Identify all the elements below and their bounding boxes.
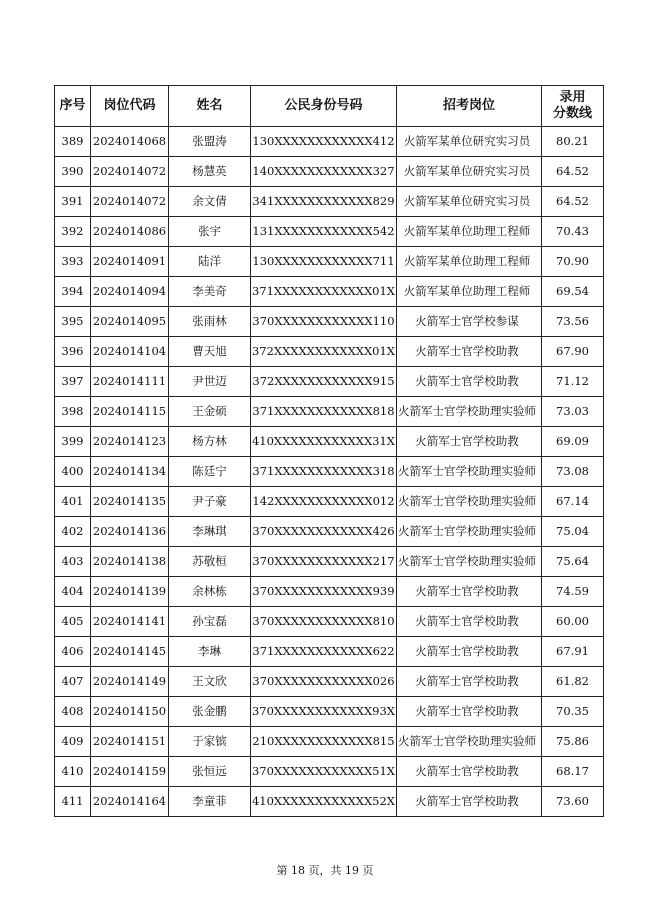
cell-post [397,397,542,427]
post-label: 火箭军士官学校助教 [415,374,519,388]
table-row [55,427,604,457]
header-score-line2: 分数线 [552,106,592,121]
table-row [55,307,604,337]
header-post: 招考岗位 [397,86,542,127]
cell-position-code: 2024014068 [91,127,169,157]
table-row [55,217,604,247]
post-label: 火箭军某单位助理工程师 [403,254,531,268]
cell-name: 张金鹏 [169,697,251,727]
post-label: 火箭军士官学校助教 [415,794,519,808]
cell-name: 张恒远 [169,757,251,787]
cell-score: 74.59 [542,577,604,607]
cell-post [397,607,542,637]
cell-score: 75.86 [542,727,604,757]
cell-id-number: 130XXXXXXXXXXXX412 [251,127,397,157]
cell-seq: 411 [55,787,91,817]
post-label: 火箭军某单位助理工程师 [403,284,531,298]
cell-name: 余文倩 [169,187,251,217]
cell-post [397,727,542,757]
table-row [55,187,604,217]
cell-seq: 399 [55,427,91,457]
cell-id-number: 410XXXXXXXXXXXX31X [251,427,397,457]
header-position-code: 岗位代码 [91,86,169,127]
table-row [55,367,604,397]
cell-seq: 409 [55,727,91,757]
cell-position-code: 2024014138 [91,547,169,577]
cell-post [397,667,542,697]
cell-position-code: 2024014104 [91,337,169,367]
cell-name: 陆洋 [169,247,251,277]
cell-position-code: 2024014091 [91,247,169,277]
post-label: 火箭军士官学校助教 [415,764,519,778]
cell-id-number: 410XXXXXXXXXXXX52X [251,787,397,817]
cell-score: 70.90 [542,247,604,277]
cell-position-code: 2024014159 [91,757,169,787]
cell-position-code: 2024014072 [91,187,169,217]
table-row [55,517,604,547]
cell-name: 杨慧英 [169,157,251,187]
cell-score: 70.43 [542,217,604,247]
cell-name: 张雨林 [169,307,251,337]
post-label: 火箭军士官学校助教 [415,434,519,448]
cell-id-number: 370XXXXXXXXXXXX939 [251,577,397,607]
cell-score: 64.52 [542,187,604,217]
cell-position-code: 2024014139 [91,577,169,607]
cell-score: 67.14 [542,487,604,517]
cell-name: 王文欣 [169,667,251,697]
post-label: 火箭军士官学校助教 [415,644,519,658]
cell-score: 73.60 [542,787,604,817]
cell-post [397,187,542,217]
cell-id-number: 370XXXXXXXXXXXX810 [251,607,397,637]
post-label: 火箭军士官学校助教 [415,704,519,718]
table-row [55,667,604,697]
table-row [55,127,604,157]
cell-id-number: 341XXXXXXXXXXXX829 [251,187,397,217]
cell-seq: 395 [55,307,91,337]
table-row [55,607,604,637]
post-label: 火箭军某单位助理工程师 [403,224,531,238]
cell-post [397,427,542,457]
post-label: 火箭军士官学校助教 [415,614,519,628]
cell-position-code: 2024014072 [91,157,169,187]
cell-position-code: 2024014151 [91,727,169,757]
post-label: 火箭军士官学校助理实验师 [398,734,536,748]
cell-score: 70.35 [542,697,604,727]
table-row [55,337,604,367]
cell-id-number: 372XXXXXXXXXXXX01X [251,337,397,367]
cell-score: 67.90 [542,337,604,367]
cell-score: 73.08 [542,457,604,487]
cell-seq: 390 [55,157,91,187]
cell-post [397,577,542,607]
post-label: 火箭军某单位研究实习员 [403,134,531,148]
table-row [55,787,604,817]
cell-post [397,337,542,367]
cell-post [397,247,542,277]
cell-id-number: 371XXXXXXXXXXXX622 [251,637,397,667]
cell-post [397,487,542,517]
cell-post [397,367,542,397]
post-label: 火箭军士官学校助教 [415,344,519,358]
cell-name: 余林栋 [169,577,251,607]
table-row [55,277,604,307]
cell-position-code: 2024014149 [91,667,169,697]
cell-seq: 391 [55,187,91,217]
post-label: 火箭军士官学校助理实验师 [398,524,536,538]
cell-id-number: 370XXXXXXXXXXXX426 [251,517,397,547]
results-table [54,85,604,817]
cell-id-number: 210XXXXXXXXXXXX815 [251,727,397,757]
cell-position-code: 2024014086 [91,217,169,247]
table-row [55,457,604,487]
cell-seq: 408 [55,697,91,727]
cell-seq: 393 [55,247,91,277]
cell-post [397,307,542,337]
cell-score: 68.17 [542,757,604,787]
cell-name: 陈廷宁 [169,457,251,487]
cell-post [397,127,542,157]
cell-post [397,157,542,187]
header-score-line1: 录用 [559,90,586,105]
cell-score: 64.52 [542,157,604,187]
table-row [55,157,604,187]
cell-id-number: 370XXXXXXXXXXXX110 [251,307,397,337]
cell-position-code: 2024014145 [91,637,169,667]
table-row [55,637,604,667]
cell-name: 李美奇 [169,277,251,307]
cell-position-code: 2024014150 [91,697,169,727]
header-score [542,86,604,127]
table-row [55,247,604,277]
cell-id-number: 142XXXXXXXXXXXX012 [251,487,397,517]
cell-score: 71.12 [542,367,604,397]
cell-name: 尹子豪 [169,487,251,517]
cell-position-code: 2024014123 [91,427,169,457]
post-label: 火箭军士官学校助理实验师 [398,494,536,508]
cell-score: 61.82 [542,667,604,697]
cell-name: 李琳 [169,637,251,667]
cell-score: 73.03 [542,397,604,427]
cell-name: 张盟涛 [169,127,251,157]
cell-id-number: 370XXXXXXXXXXXX026 [251,667,397,697]
cell-seq: 405 [55,607,91,637]
page-footer: 第 18 页，共 19 页 [276,864,374,877]
cell-id-number: 370XXXXXXXXXXXX93X [251,697,397,727]
header-seq: 序号 [55,86,91,127]
post-label: 火箭军士官学校助教 [415,674,519,688]
table-row [55,757,604,787]
cell-id-number: 130XXXXXXXXXXXX711 [251,247,397,277]
cell-id-number: 370XXXXXXXXXXXX51X [251,757,397,787]
table-row [55,397,604,427]
cell-score: 80.21 [542,127,604,157]
cell-id-number: 140XXXXXXXXXXXX327 [251,157,397,187]
cell-id-number: 370XXXXXXXXXXXX217 [251,547,397,577]
cell-post [397,517,542,547]
cell-name: 李童菲 [169,787,251,817]
cell-name: 曹天旭 [169,337,251,367]
cell-name: 苏敬桓 [169,547,251,577]
cell-position-code: 2024014115 [91,397,169,427]
table-body [55,127,604,817]
cell-name: 张宇 [169,217,251,247]
cell-seq: 389 [55,127,91,157]
cell-position-code: 2024014111 [91,367,169,397]
post-label: 火箭军士官学校参谋 [415,314,519,328]
cell-post [397,787,542,817]
cell-position-code: 2024014095 [91,307,169,337]
cell-seq: 404 [55,577,91,607]
cell-name: 于家镔 [169,727,251,757]
table-header-row [55,86,604,127]
post-label: 火箭军士官学校助理实验师 [398,404,536,418]
cell-name: 杨方林 [169,427,251,457]
cell-id-number: 372XXXXXXXXXXXX915 [251,367,397,397]
post-label: 火箭军士官学校助理实验师 [398,554,536,568]
table-row [55,577,604,607]
cell-score: 69.09 [542,427,604,457]
cell-seq: 407 [55,667,91,697]
cell-position-code: 2024014134 [91,457,169,487]
post-label: 火箭军某单位研究实习员 [403,194,531,208]
cell-score: 69.54 [542,277,604,307]
cell-name: 孙宝磊 [169,607,251,637]
cell-post [397,637,542,667]
cell-name: 尹世迈 [169,367,251,397]
cell-seq: 394 [55,277,91,307]
cell-seq: 392 [55,217,91,247]
cell-post [397,697,542,727]
table-row [55,697,604,727]
cell-seq: 401 [55,487,91,517]
cell-position-code: 2024014094 [91,277,169,307]
cell-score: 73.56 [542,307,604,337]
cell-score: 67.91 [542,637,604,667]
cell-post [397,277,542,307]
table-row [55,727,604,757]
cell-id-number: 371XXXXXXXXXXXX01X [251,277,397,307]
cell-position-code: 2024014141 [91,607,169,637]
header-id-number: 公民身份号码 [251,86,397,127]
cell-seq: 406 [55,637,91,667]
cell-score: 60.00 [542,607,604,637]
cell-id-number: 371XXXXXXXXXXXX318 [251,457,397,487]
post-label: 火箭军某单位研究实习员 [403,164,531,178]
cell-seq: 397 [55,367,91,397]
table-row [55,547,604,577]
post-label: 火箭军士官学校助理实验师 [398,464,536,478]
cell-post [397,757,542,787]
header-name: 姓名 [169,86,251,127]
cell-post [397,457,542,487]
cell-position-code: 2024014164 [91,787,169,817]
cell-post [397,217,542,247]
cell-name: 王金硕 [169,397,251,427]
cell-seq: 403 [55,547,91,577]
post-label: 火箭军士官学校助教 [415,584,519,598]
cell-id-number: 131XXXXXXXXXXXX542 [251,217,397,247]
cell-seq: 396 [55,337,91,367]
table-row [55,487,604,517]
cell-score: 75.64 [542,547,604,577]
cell-seq: 398 [55,397,91,427]
cell-score: 75.04 [542,517,604,547]
cell-seq: 400 [55,457,91,487]
cell-seq: 410 [55,757,91,787]
cell-name: 李琳琪 [169,517,251,547]
cell-position-code: 2024014135 [91,487,169,517]
cell-seq: 402 [55,517,91,547]
cell-post [397,547,542,577]
cell-id-number: 371XXXXXXXXXXXX818 [251,397,397,427]
cell-position-code: 2024014136 [91,517,169,547]
